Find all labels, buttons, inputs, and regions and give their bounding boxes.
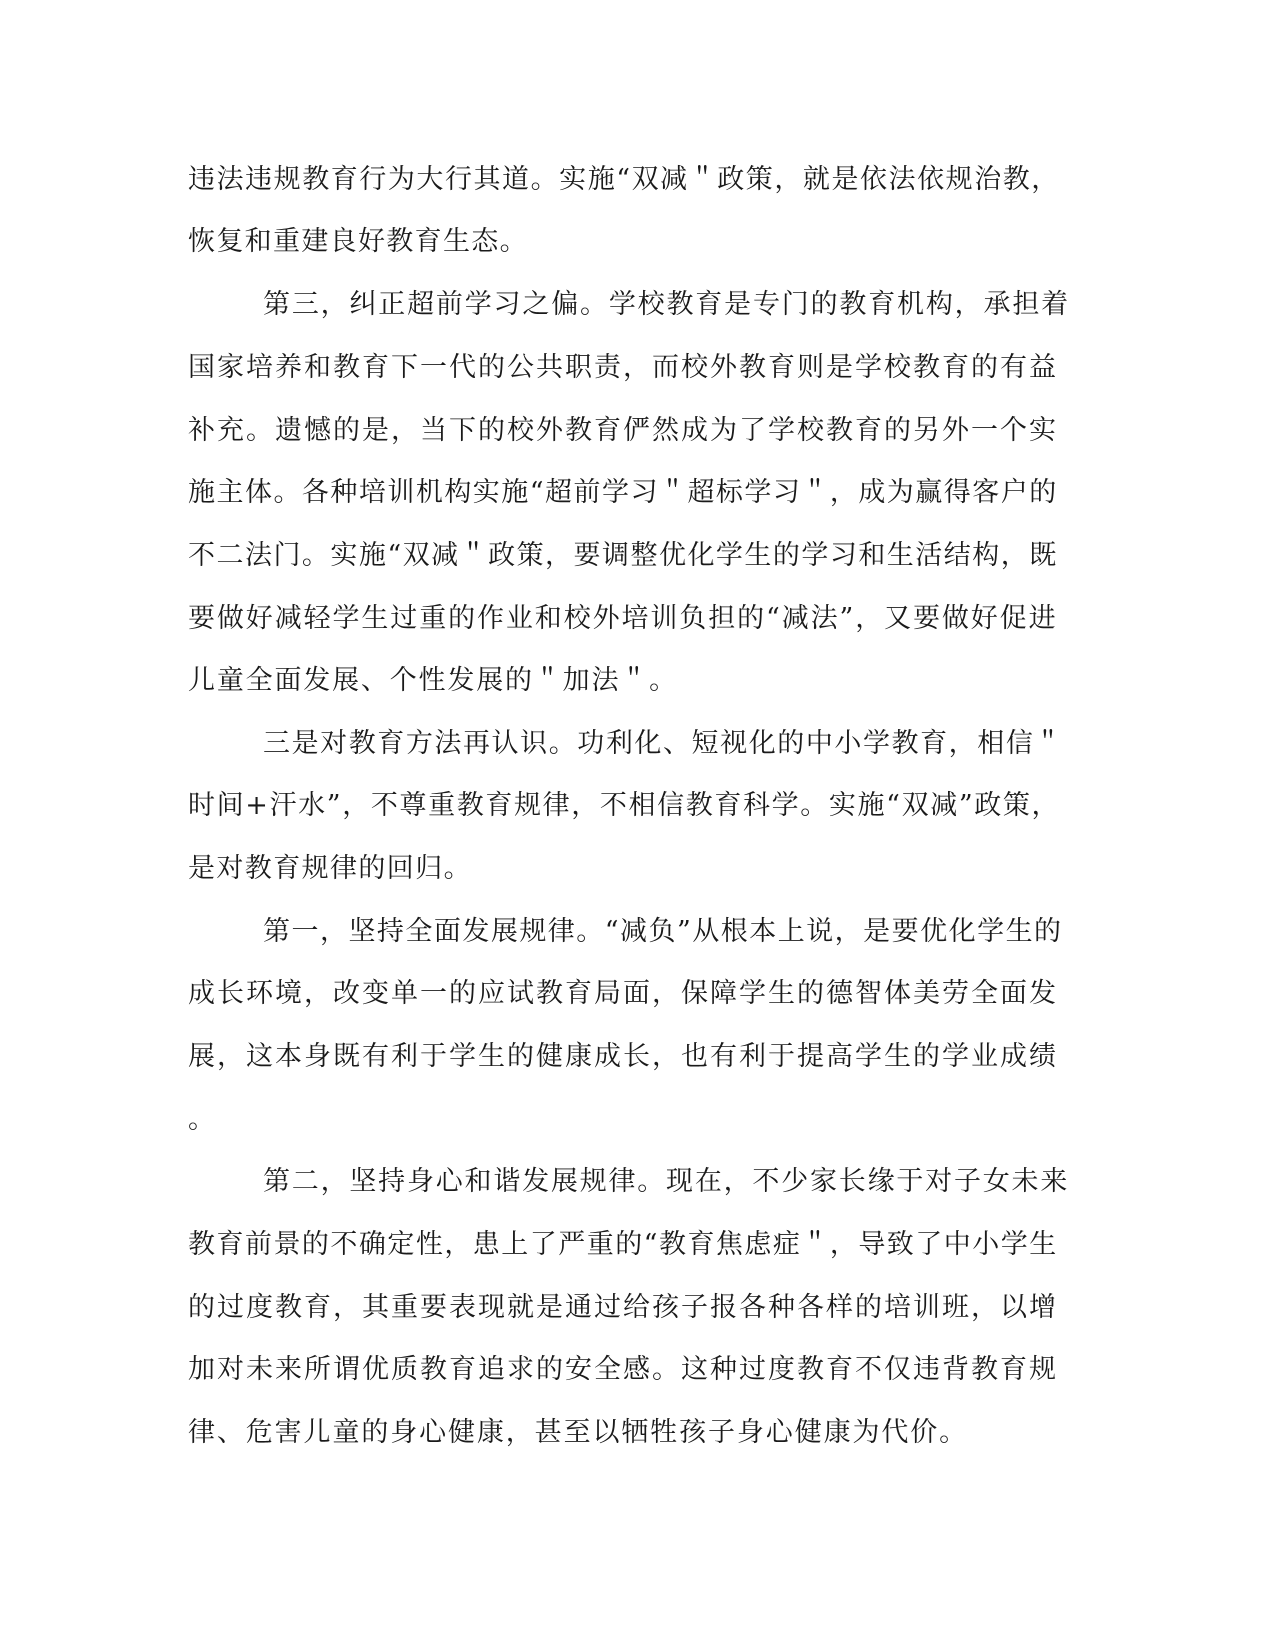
text-line: 展，这本身既有利于学生的健康成长，也有利于提高学生的学业成绩 [188,1041,1058,1072]
text-line: 时间+汗水”，不尊重教育规律，不相信教育科学。实施“双减”政策， [188,790,1061,821]
text-line: 教育前景的不确定性，患上了严重的“教育焦虑症＂，导致了中小学生 [188,1229,1058,1260]
text-line: 补充。遗憾的是，当下的校外教育俨然成为了学校教育的另外一个实 [188,415,1058,446]
text-line: 施主体。各种培训机构实施“超前学习＂超标学习＂，成为赢得客户的 [188,477,1058,508]
text-line: 第二，坚持身心和谐发展规律。现在，不少家长缘于对子女未来 [263,1166,1070,1197]
text-line: 儿童全面发展、个性发展的＂加法＂。 [188,665,678,696]
text-line: 的过度教育，其重要表现就是通过给孩子报各种各样的培训班，以增 [188,1292,1058,1323]
text-line: 要做好减轻学生过重的作业和校外培训负担的“减法”，又要做好促进 [188,603,1058,634]
text-line: 是对教育规律的回归。 [188,853,472,884]
text-line: 恢复和重建良好教育生态。 [188,226,528,257]
text-line: 加对未来所谓优质教育追求的安全感。这种过度教育不仅违背教育规 [188,1354,1058,1385]
text-line: 违法违规教育行为大行其道。实施“双减＂政策，就是依法依规治教， [188,164,1060,195]
text-line: 。 [188,1104,215,1135]
text-line: 三是对教育方法再认识。功利化、短视化的中小学教育，相信＂ [263,728,1063,759]
text-line: 第一，坚持全面发展规律。“减负”从根本上说，是要优化学生的 [263,916,1063,947]
text-line: 律、危害儿童的身心健康，甚至以牺牲孩子身心健康为代价。 [188,1417,969,1448]
text-line: 第三，纠正超前学习之偏。学校教育是专门的教育机构，承担着 [263,289,1070,320]
text-line: 国家培养和教育下一代的公共职责，而校外教育则是学校教育的有益 [188,352,1058,383]
text-line: 成长环境，改变单一的应试教育局面，保障学生的德智体美劳全面发 [188,978,1058,1009]
text-line: 不二法门。实施“双减＂政策，要调整优化学生的学习和生活结构，既 [188,540,1058,571]
